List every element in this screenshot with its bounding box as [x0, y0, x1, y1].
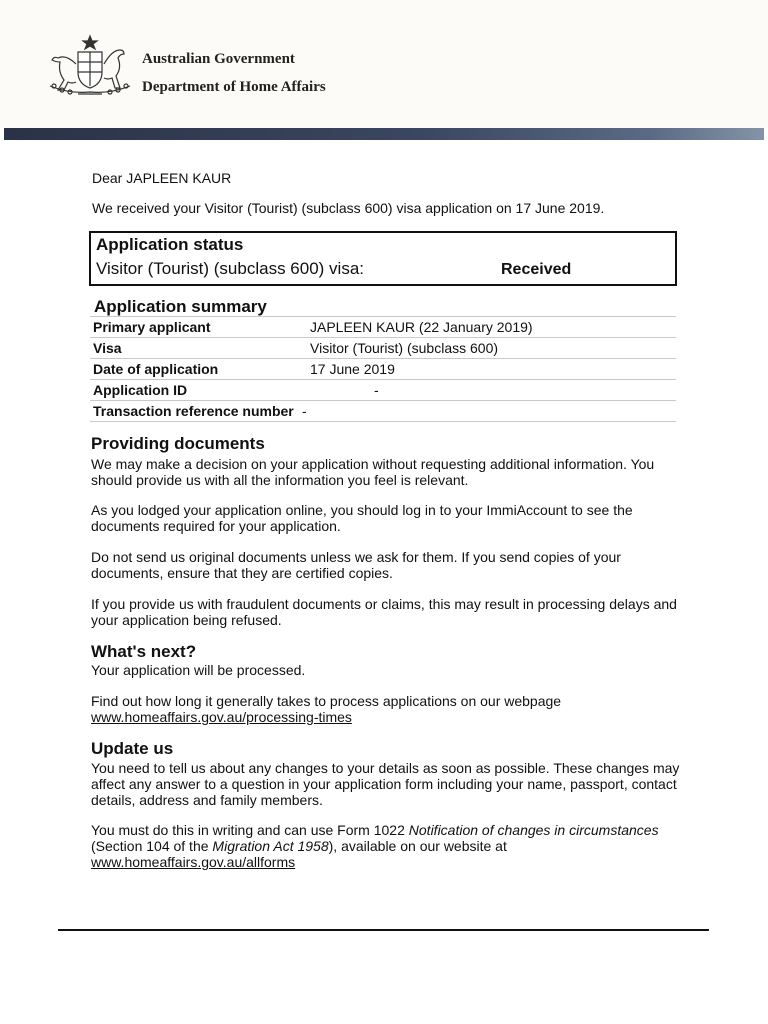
allforms-link[interactable]: www.homeaffairs.gov.au/allforms: [91, 854, 296, 870]
department-name: Department of Home Affairs: [142, 79, 326, 95]
header-bar: [4, 128, 764, 140]
act-title: Migration Act 1958: [212, 838, 329, 854]
whats-next-paragraph-2: [91, 693, 681, 725]
whats-next-paragraph-1: Your application will be processed.: [91, 662, 306, 678]
providing-paragraph-1: We may make a decision on your application without requesting additional information. You should provide us with all the information you feel is relevant.: [91, 456, 655, 488]
row-value: JAPLEEN KAUR (22 January 2019): [310, 319, 533, 335]
summary-title: Application summary: [94, 297, 267, 316]
update-text-a: You must do this in writing and can use Form 1022: [91, 822, 409, 838]
row-value: -: [374, 382, 379, 398]
government-name: Australian Government: [142, 51, 295, 67]
row-label: Application ID: [93, 382, 188, 398]
processing-times-link[interactable]: www.homeaffairs.gov.au/processing-times: [91, 709, 352, 725]
table-row: [90, 337, 676, 358]
providing-paragraph-4: If you provide us with fraudulent documents or claims, this may result in processing delays and your application being refused.: [91, 596, 677, 628]
providing-paragraph-3: Do not send us original documents unless we ask for them. If you send copies of your documents, ensure that they are certified copies.: [91, 549, 621, 581]
table-row: [90, 358, 676, 379]
update-paragraph-1: You need to tell us about any changes to your details as soon as possible. These changes may affect any answer to a question in your application form including your name, passport, contact details, address and family members.: [91, 760, 680, 808]
table-row: [90, 316, 676, 337]
row-value: Visitor (Tourist) (subclass 600): [310, 340, 499, 356]
table-row: [90, 379, 676, 400]
row-label: Transaction reference number: [93, 403, 294, 419]
row-label: Visa: [93, 340, 122, 356]
whats-next-heading: What's next?: [91, 642, 197, 661]
row-value: -: [302, 403, 307, 419]
footer-divider: [58, 929, 709, 931]
application-status-box: [89, 231, 677, 286]
update-text-c: ), available on our website at: [328, 838, 507, 854]
providing-paragraph-2: As you lodged your application online, you should log in to your ImmiAccount to see the documents required for your application.: [91, 502, 633, 534]
update-us-heading: Update us: [91, 739, 174, 758]
letterhead: [0, 0, 768, 128]
intro-text: We received your Visitor (Tourist) (subclass 600) visa application on 17 June 2019.: [92, 200, 605, 216]
providing-documents-heading: Providing documents: [91, 434, 265, 453]
table-row: [90, 400, 676, 422]
processing-times-text: Find out how long it generally takes to process applications on our webpage: [91, 693, 562, 709]
row-label: Primary applicant: [93, 319, 211, 335]
coat-of-arms-icon: [44, 34, 136, 100]
greeting: Dear JAPLEEN KAUR: [92, 170, 232, 186]
update-paragraph-2: [91, 822, 681, 870]
row-label: Date of application: [93, 361, 219, 377]
status-title: Application status: [96, 235, 244, 254]
form-title: Notification of changes in circumstances: [408, 822, 659, 838]
summary-table: [90, 316, 676, 422]
row-value: 17 June 2019: [310, 361, 395, 377]
update-text-b: (Section 104 of the: [91, 838, 213, 854]
status-visa-label: Visitor (Tourist) (subclass 600) visa:: [96, 259, 364, 278]
status-badge: Received: [501, 261, 572, 278]
